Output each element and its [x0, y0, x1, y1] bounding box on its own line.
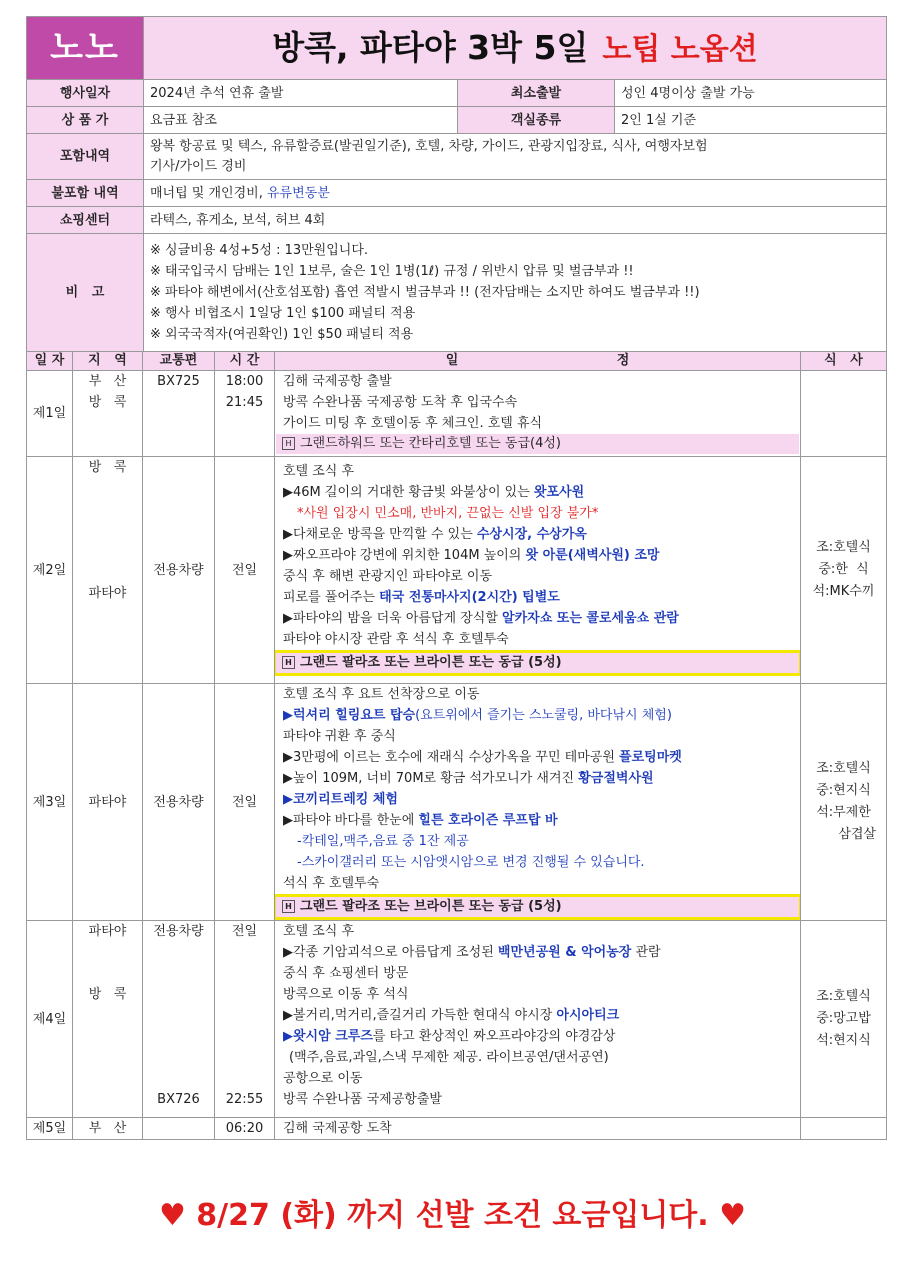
- hotel-info: H 그랜드 팔라조 또는 브라이튼 또는 동급 (5성): [275, 894, 801, 920]
- day-time: 전일: [215, 684, 275, 921]
- col-day: 일 자: [27, 352, 73, 371]
- col-schedule: 일 정: [275, 352, 801, 371]
- remark-item: ※ 외국국적자(여권확인) 1인 $50 패널티 적용: [150, 327, 414, 342]
- room-type-value: 2인 1실 기준: [615, 107, 887, 134]
- day-meal: [801, 371, 887, 457]
- remarks-label: 비 고: [27, 234, 144, 352]
- hotel-icon: H: [282, 437, 295, 450]
- day-time: 전일: [215, 457, 275, 684]
- hotel-icon: H: [282, 656, 295, 669]
- day-meal: 조:호텔식 중:현지식 석:무제한 삼겹살: [801, 684, 887, 921]
- hotel-info: H 그랜드 팔라조 또는 브라이튼 또는 동급 (5성): [275, 650, 801, 676]
- day-row-4: [27, 921, 887, 1118]
- remark-item: ※ 행사 비협조시 1일당 1인 $100 패널티 적용: [150, 306, 416, 321]
- room-type-label: 객실종류: [458, 107, 615, 134]
- day-row-5: [27, 1118, 887, 1140]
- min-departure-value: 성인 4명이상 출발 가능: [615, 80, 887, 107]
- day-time: 18:00 21:45: [215, 371, 275, 457]
- day-transport: 전용차량: [143, 457, 215, 684]
- brand-badge: 노노: [27, 17, 144, 80]
- day-label: 제5일: [27, 1118, 73, 1140]
- remarks-list: [144, 234, 887, 352]
- includes-label: 포함내역: [27, 134, 144, 180]
- day-schedule: 호텔 조식 후 ▶46M 길이의 거대한 황금빛 와불상이 있는 왓포사원 *사원 입장시 민소매, 반바지, 끈없는 신발 입장 불가* ▶다채로운 방콕을 만끽할 수 있는 수상시장, 수상가옥 ▶짜오프라야 강변에 위치한 104M 높이의 왓 아룬(새벽사원) 조망 중식 후 해변 관광지인 파타야로 이동 피로를 풀어주는 태국 전통마사지(2시간) 팁별도 ▶파타야의 밤을 더욱 아름답게 장식할 알카자쇼 또는 콜로세움쇼 관람 파타야 야시장 관람 후 석식 후 호텔투숙 H 그랜드 팔라조 또는 브라이튼 또는 동급 (5성): [275, 457, 801, 684]
- col-meal: 식 사: [801, 352, 887, 371]
- event-date-label: 행사일자: [27, 80, 144, 107]
- day-transport: BX725: [143, 371, 215, 457]
- day-time: 전일 22:55: [215, 921, 275, 1118]
- shopping-value: 라텍스, 휴게소, 보석, 허브 4회: [144, 207, 887, 234]
- day-meal: 조:호텔식 중:한 식 석:MK수끼: [801, 457, 887, 684]
- day-time: 06:20: [215, 1118, 275, 1140]
- footer-notice: ♥ 8/27 (화) 까지 선발 조건 요금입니다. ♥: [158, 1198, 747, 1233]
- col-time: 시 간: [215, 352, 275, 371]
- day-place: 부 산: [73, 1118, 143, 1140]
- info-table: [26, 16, 887, 352]
- day-place: 부 산 방 콕: [73, 371, 143, 457]
- day-label: 제1일: [27, 371, 73, 457]
- remark-item: ※ 싱글비용 4성+5성 : 13만원입니다.: [150, 243, 369, 258]
- day-row-1: [27, 371, 887, 457]
- brochure-sheet: [26, 16, 886, 1140]
- hotel-icon: H: [282, 900, 295, 913]
- col-transport: 교통편: [143, 352, 215, 371]
- hotel-info: H 그랜드하워드 또는 칸타리호텔 또는 동급(4성): [276, 434, 799, 454]
- excludes-value: 매너팁 및 개인경비, 유류변동분: [144, 180, 887, 207]
- day-label: 제4일: [27, 921, 73, 1118]
- remark-item: ※ 파타야 해변에서(산호섬포함) 흡연 적발시 벌금부과 !! (전자담배는 소지만 하여도 벌금부과 !!): [150, 285, 700, 300]
- price-label: 상 품 가: [27, 107, 144, 134]
- day-schedule: 호텔 조식 후 ▶각종 기암괴석으로 아름답게 조성된 백만년공원 & 악어농장 관람 중식 후 쇼핑센터 방문 방콕으로 이동 후 석식 ▶볼거리,먹거리,즐길거리 가득한 현대식 야시장 아시아티크 ▶왓시암 크루즈를 타고 환상적인 짜오프라야강의 야경감상 (맥주,음료,과일,스낵 무제한 제공. 라이브공연/댄서공연) 공항으로 이동 방콕 수완나품 국제공항출발: [275, 921, 801, 1118]
- day-label: 제2일: [27, 457, 73, 684]
- day-schedule: 김해 국제공항 도착: [275, 1118, 801, 1140]
- day-schedule: 호텔 조식 후 요트 선착장으로 이동 ▶럭셔리 힐링요트 탑승(요트위에서 즐기는 스노쿨링, 바다낚시 체험) 파타야 귀환 후 중식 ▶3만평에 이르는 호수에 재래식 수상가옥을 꾸민 테마공원 플로팅마켓 ▶높이 109M, 너비 70M로 황금 석가모니가 새겨진 황금절벽사원 ▶코끼리트레킹 체험 ▶파타야 바다를 한눈에 힐튼 호라이즌 루프탑 바 -칵테일,맥주,음료 중 1잔 제공 -스카이갤러리 또는 시암앳시암으로 변경 진행될 수 있습니다. 석식 후 호텔투숙 H 그랜드 팔라조 또는 브라이튼 또는 동급 (5성): [275, 684, 801, 921]
- shopping-label: 쇼핑센터: [27, 207, 144, 234]
- page-subtitle: 노팁 노옵션: [602, 31, 758, 67]
- day-place: 방 콕 파타야: [73, 457, 143, 684]
- day-row-3: [27, 684, 887, 921]
- day-transport: [143, 1118, 215, 1140]
- page-title: 방콕, 파타야 3박 5일 노팁 노옵션: [144, 17, 887, 80]
- itinerary-table: [26, 351, 887, 1140]
- day-label: 제3일: [27, 684, 73, 921]
- price-value: 요금표 참조: [144, 107, 458, 134]
- day-transport: 전용차량 BX726: [143, 921, 215, 1118]
- includes-value: 왕복 항공료 및 텍스, 유류할증료(발권일기준), 호텔, 차량, 가이드, 관광지입장료, 식사, 여행자보험 기사/가이드 경비: [144, 134, 887, 180]
- excludes-label: 불포함 내역: [27, 180, 144, 207]
- col-place: 지 역: [73, 352, 143, 371]
- day-meal: 조:호텔식 중:망고밥 석:현지식: [801, 921, 887, 1118]
- remark-item: ※ 태국입국시 담배는 1인 1보루, 술은 1인 1병(1ℓ) 규정 / 위반시 압류 및 벌금부과 !!: [150, 264, 634, 279]
- day-transport: 전용차량: [143, 684, 215, 921]
- day-meal: [801, 1118, 887, 1140]
- day-row-2: [27, 457, 887, 684]
- event-date-value: 2024년 추석 연휴 출발: [144, 80, 458, 107]
- day-place: 파타야 방 콕: [73, 921, 143, 1118]
- day-schedule: 김해 국제공항 출발 방콕 수완나품 국제공항 도착 후 입국수속 가이드 미팅 후 호텔이동 후 체크인. 호텔 휴식 H 그랜드하워드 또는 칸타리호텔 또는 동급(4성): [275, 371, 801, 457]
- day-place: 파타야: [73, 684, 143, 921]
- min-departure-label: 최소출발: [458, 80, 615, 107]
